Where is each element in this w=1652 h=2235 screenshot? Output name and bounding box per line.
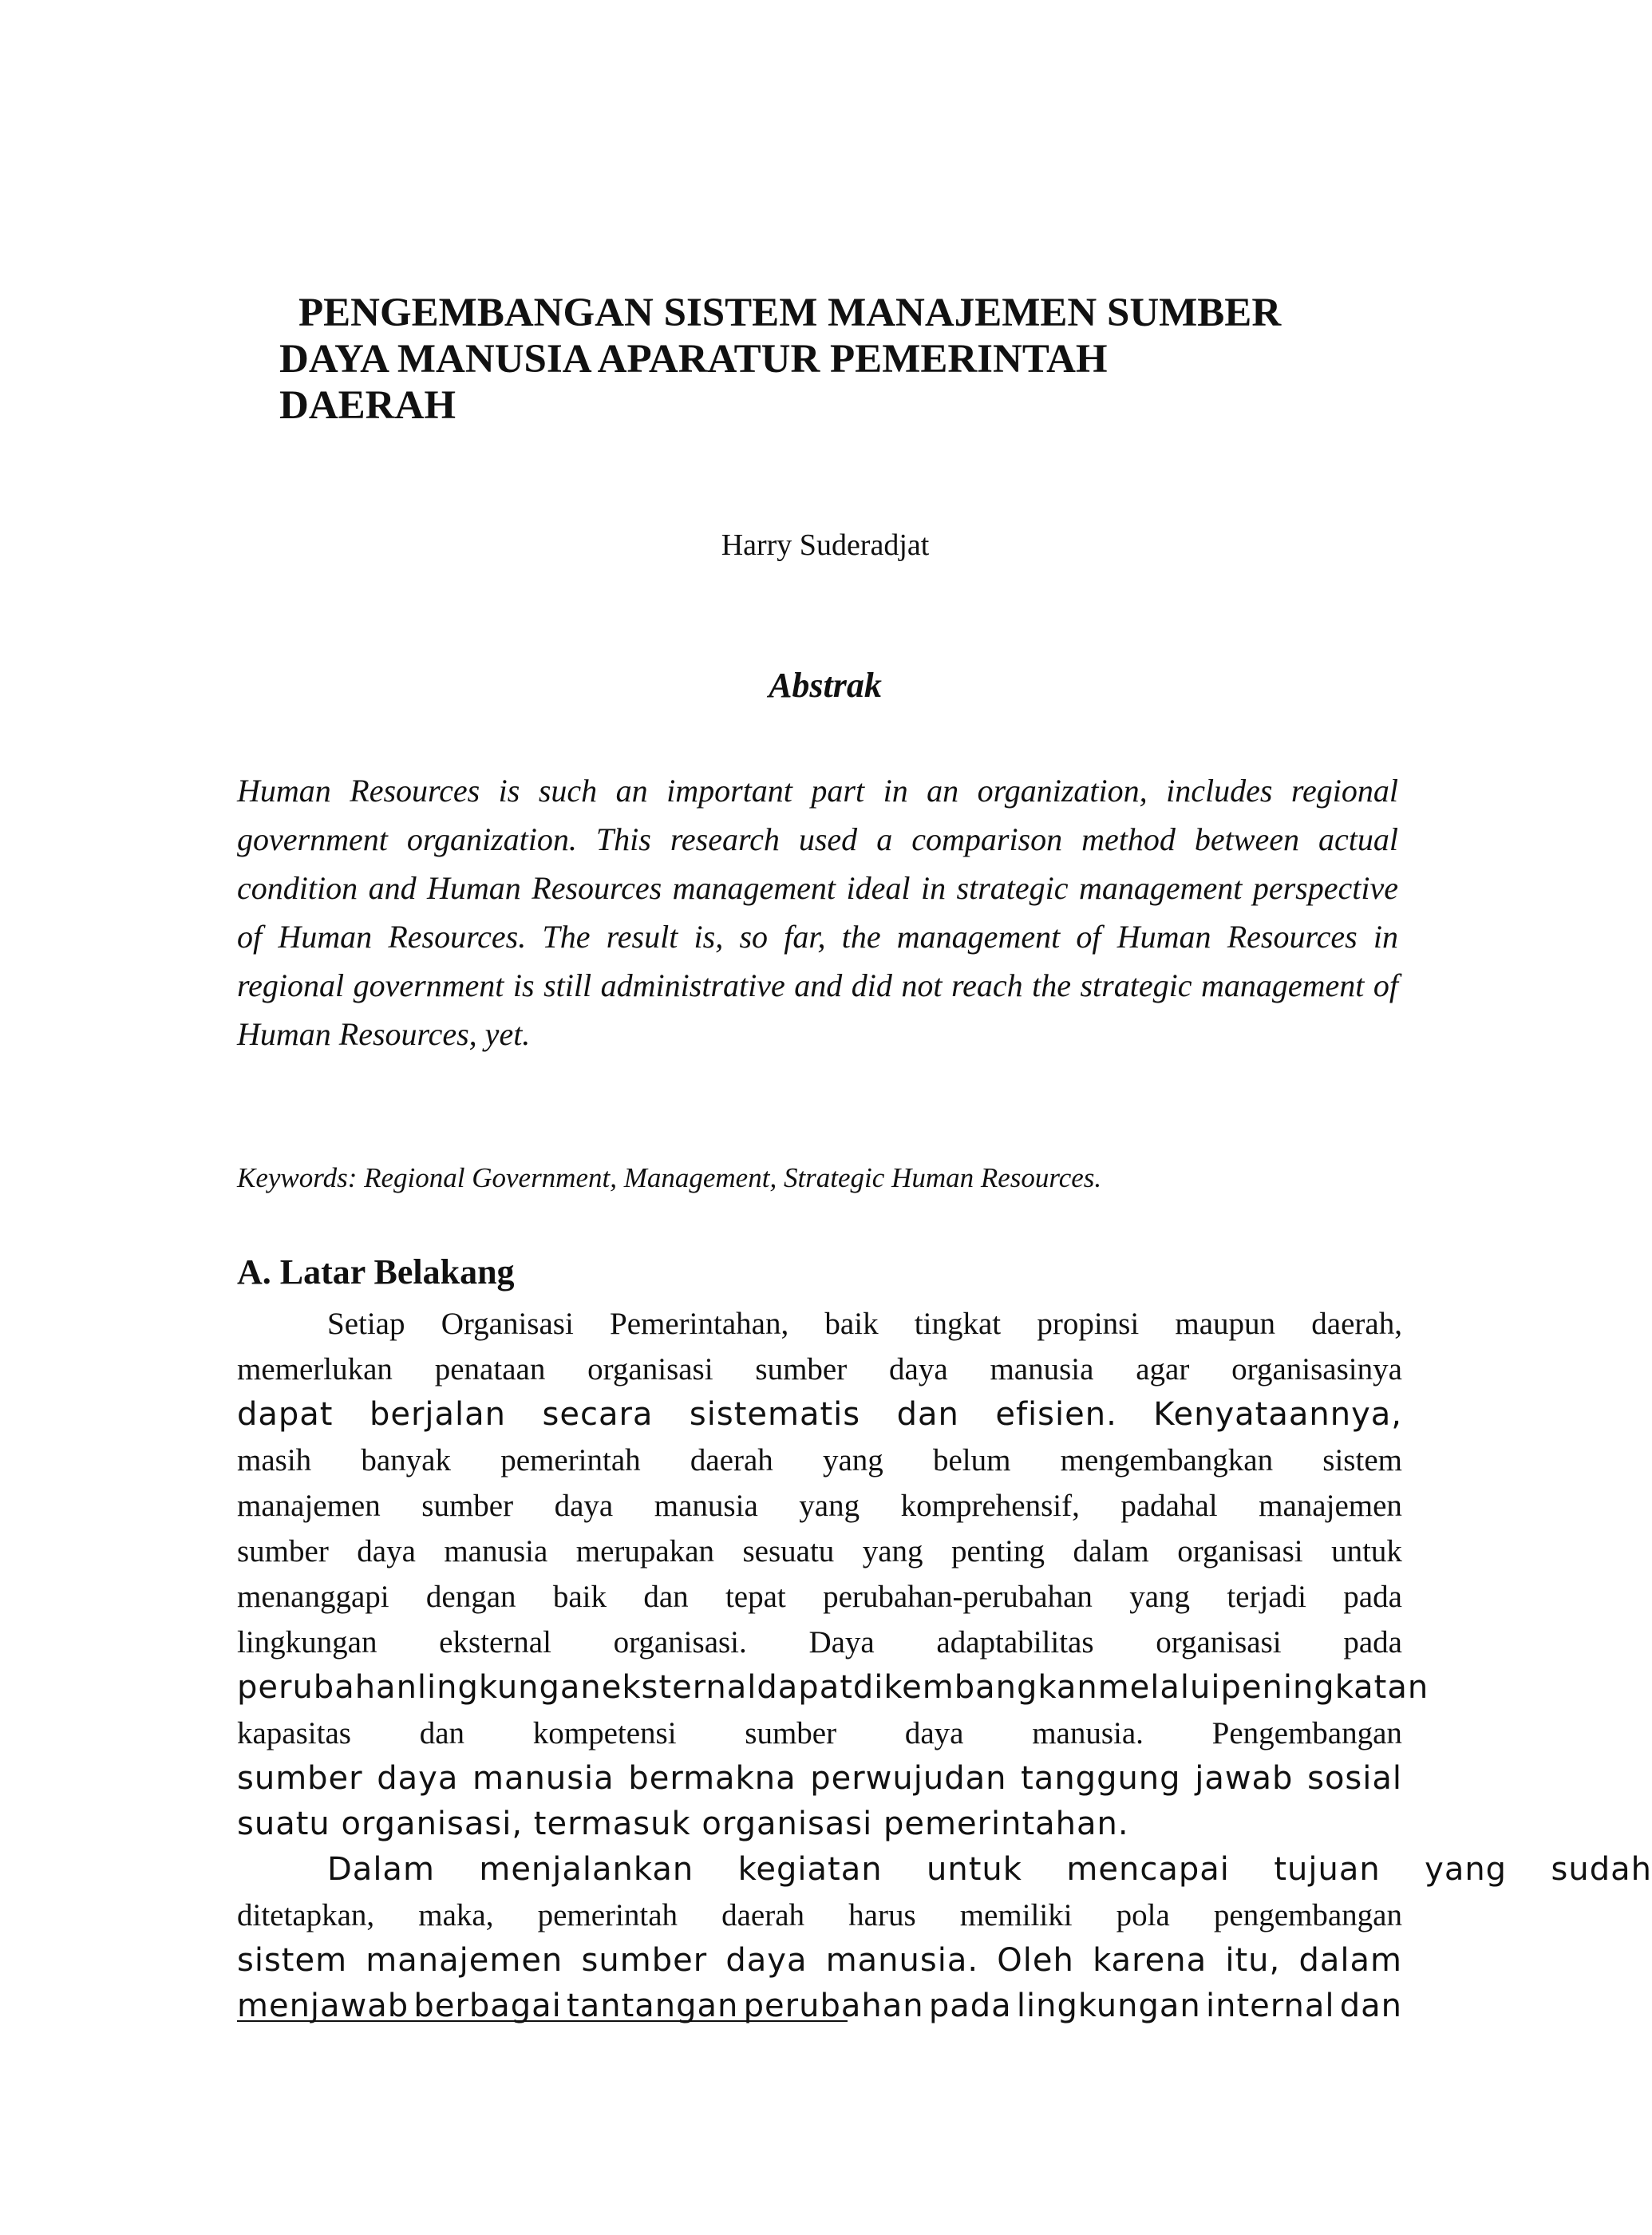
body-word: sumber [745, 1716, 837, 1750]
body-word: banyak [361, 1443, 451, 1477]
body-word: masih [237, 1443, 312, 1477]
body-word: harus [848, 1898, 916, 1932]
body-word: pengembangan [1213, 1898, 1402, 1932]
body-word: manusia. [1032, 1716, 1144, 1750]
body-word: yang [1425, 1851, 1508, 1888]
body-word: pada [1343, 1580, 1402, 1614]
title-line: DAYA MANUSIA APARATUR PEMERINTAH [279, 337, 1108, 382]
body-word: kapasitas [237, 1716, 351, 1750]
body-word: daerah [690, 1443, 773, 1477]
body-word: organisasi [587, 1352, 713, 1386]
body-word: manusia [472, 1760, 615, 1797]
body-word: tantangan [567, 1988, 739, 2024]
section-heading: A. Latar Belakang [237, 1252, 515, 1292]
body-word: Pengembangan [1211, 1716, 1402, 1750]
body-word: yang [799, 1489, 860, 1523]
body-word: baik [824, 1307, 879, 1341]
body-word: peningkatan [1220, 1669, 1429, 1706]
body-word: sistem [1322, 1443, 1402, 1477]
body-word: dengan [425, 1580, 516, 1614]
body-word: sumber [237, 1534, 329, 1568]
body-line [237, 1756, 1402, 1802]
body-word: belum [932, 1443, 1011, 1477]
body-word: daya [904, 1716, 964, 1750]
body-word: daerah, [1311, 1307, 1402, 1341]
body-line [237, 1438, 1402, 1483]
body-word: komprehensif, [900, 1489, 1080, 1523]
body-word: itu, [1225, 1942, 1281, 1979]
body-line [237, 1392, 1402, 1438]
body-word: dan [419, 1716, 465, 1750]
body-word: adaptabilitas [936, 1625, 1094, 1659]
body-word: pola [1116, 1898, 1170, 1932]
body-word: perwujudan [810, 1760, 1007, 1797]
body-word: pemerintahan. [883, 1806, 1129, 1842]
title-line: PENGEMBANGAN SISTEM MANAJEMEN SUMBER [298, 291, 1282, 335]
body-word: organisasi. [613, 1625, 747, 1659]
body-word: manajemen [237, 1489, 381, 1523]
body-word: organisasi [1156, 1625, 1282, 1659]
body-word: berbagai [413, 1988, 562, 2024]
body-word: organisasi [702, 1806, 883, 1842]
abstract-text: Human Resources is such an important part in an organization, includes regional government organization. This research used a comparison method between actual condition and Human Resources management ideal in strategic management perspective of Human Resources. The result is, so far, the management of Human Resources in regional government is still administrative and did not reach the strategic management of Human Resources, yet. [237, 773, 1398, 1052]
body-word: tujuan [1274, 1851, 1381, 1888]
body-word: karena [1093, 1942, 1207, 1979]
body-word: sesuatu [742, 1534, 835, 1568]
body-word: sudah [1551, 1851, 1652, 1888]
body-word: tepat [725, 1580, 786, 1614]
body-word: baik [552, 1580, 607, 1614]
body-line [237, 1347, 1402, 1392]
body-word: propinsi [1037, 1307, 1140, 1341]
body-line [237, 1802, 1402, 1847]
body-word: eksternal [601, 1669, 757, 1706]
body-text [237, 1301, 1652, 2029]
author-name: Harry Suderadjat [721, 528, 930, 562]
body-word: dan [1339, 1988, 1402, 2024]
body-word: ditetapkan, [237, 1898, 375, 1932]
body-word: daya [377, 1760, 459, 1797]
body-word: manusia [444, 1534, 548, 1568]
body-line [237, 1301, 1402, 1347]
paper-title [279, 290, 1397, 429]
body-line [237, 1529, 1402, 1574]
body-word: kegiatan [737, 1851, 883, 1888]
body-word: suatu [237, 1806, 342, 1842]
body-word: Kenyataannya, [1153, 1396, 1402, 1433]
body-word: sistematis [689, 1396, 861, 1433]
body-word: dikembangkan [852, 1669, 1098, 1706]
body-word: daya [357, 1534, 416, 1568]
body-line [237, 1984, 1402, 2029]
keywords: Keywords: Regional Government, Management, Strategic Human Resources. [237, 1162, 1102, 1193]
body-line [237, 1938, 1402, 1984]
body-word: yang [862, 1534, 923, 1568]
body-word: lingkungan [1016, 1988, 1201, 2024]
body-word: sumber [581, 1942, 708, 1979]
abstract-heading: Abstrak [769, 666, 882, 705]
body-word: perubahan-perubahan [823, 1580, 1093, 1614]
body-word: menjalankan [479, 1851, 694, 1888]
body-word: organisasi [1177, 1534, 1303, 1568]
body-word: maka, [418, 1898, 494, 1932]
body-word: agar [1136, 1352, 1190, 1386]
body-word: sumber [755, 1352, 848, 1386]
body-word: tanggung [1021, 1760, 1181, 1797]
body-word: kompetensi [532, 1716, 677, 1750]
body-word: menanggapi [237, 1580, 389, 1614]
body-word: bermakna [628, 1760, 796, 1797]
body-word: maupun [1175, 1307, 1276, 1341]
body-word: termasuk [533, 1806, 702, 1842]
body-word: dalam [1073, 1534, 1149, 1568]
body-word: manusia [654, 1489, 758, 1523]
body-word: lingkungan [417, 1669, 602, 1706]
body-word: dalam [1298, 1942, 1402, 1979]
body-word: jawab [1195, 1760, 1294, 1797]
body-word: memerlukan [237, 1352, 393, 1386]
body-word: berjalan [369, 1396, 507, 1433]
body-word: manusia [990, 1352, 1094, 1386]
body-word: organisasinya [1231, 1352, 1402, 1386]
body-word: pada [1343, 1625, 1402, 1659]
body-word: untuk [927, 1851, 1022, 1888]
body-word: manajemen [1259, 1489, 1402, 1523]
body-word: Dalam [327, 1851, 435, 1888]
footnote-divider [237, 2020, 848, 2022]
body-word: perubahan [743, 1988, 924, 2024]
body-word: sumber [237, 1760, 363, 1797]
body-word: dapat [757, 1669, 853, 1706]
body-word: dan [643, 1580, 689, 1614]
body-word: daya [889, 1352, 948, 1386]
body-word: padahal [1120, 1489, 1218, 1523]
body-line [237, 1483, 1402, 1529]
body-line [237, 1893, 1402, 1938]
body-word: organisasi, [341, 1806, 534, 1842]
body-word: penataan [434, 1352, 546, 1386]
body-word: lingkungan [237, 1625, 377, 1659]
body-word: Setiap [327, 1307, 405, 1341]
body-word: untuk [1331, 1534, 1402, 1568]
body-word: tingkat [914, 1307, 1002, 1341]
body-word: Organisasi [441, 1307, 574, 1341]
body-word: dapat [237, 1396, 334, 1433]
body-word: daya [554, 1489, 614, 1523]
body-word: mengembangkan [1060, 1443, 1274, 1477]
body-word: Oleh [997, 1942, 1074, 1979]
body-word: daya [725, 1942, 808, 1979]
body-word: memiliki [959, 1898, 1073, 1932]
body-word: efisien. [995, 1396, 1117, 1433]
body-line [237, 1711, 1402, 1756]
body-word: dan [896, 1396, 959, 1433]
body-line [237, 1665, 1429, 1711]
body-word: menjawab [237, 1988, 409, 2024]
body-word: mencapai [1066, 1851, 1230, 1888]
body-word: melalui [1097, 1669, 1221, 1706]
body-word: daerah [721, 1898, 805, 1932]
body-line [237, 1847, 1652, 1893]
body-word: pemerintah [537, 1898, 678, 1932]
body-word: yang [822, 1443, 883, 1477]
body-line [237, 1620, 1402, 1665]
body-word: manusia. [825, 1942, 979, 1979]
body-word: merupakan [575, 1534, 715, 1568]
body-word: sumber [421, 1489, 514, 1523]
body-word: yang [1129, 1580, 1191, 1614]
body-word: eksternal [439, 1625, 551, 1659]
body-word: internal [1206, 1988, 1335, 2024]
body-word: manajemen [366, 1942, 563, 1979]
body-word: pemerintah [500, 1443, 641, 1477]
body-word: sosial [1307, 1760, 1402, 1797]
body-word: sistem [237, 1942, 348, 1979]
title-line: DAERAH [279, 383, 456, 428]
body-word: penting [951, 1534, 1045, 1568]
body-line [237, 1574, 1402, 1620]
body-word: Daya [808, 1625, 875, 1659]
body-word: pada [928, 1988, 1012, 2024]
body-word: perubahan [237, 1669, 417, 1706]
body-word: secara [542, 1396, 654, 1433]
body-word: terjadi [1227, 1580, 1306, 1614]
body-word: Pemerintahan, [610, 1307, 789, 1341]
